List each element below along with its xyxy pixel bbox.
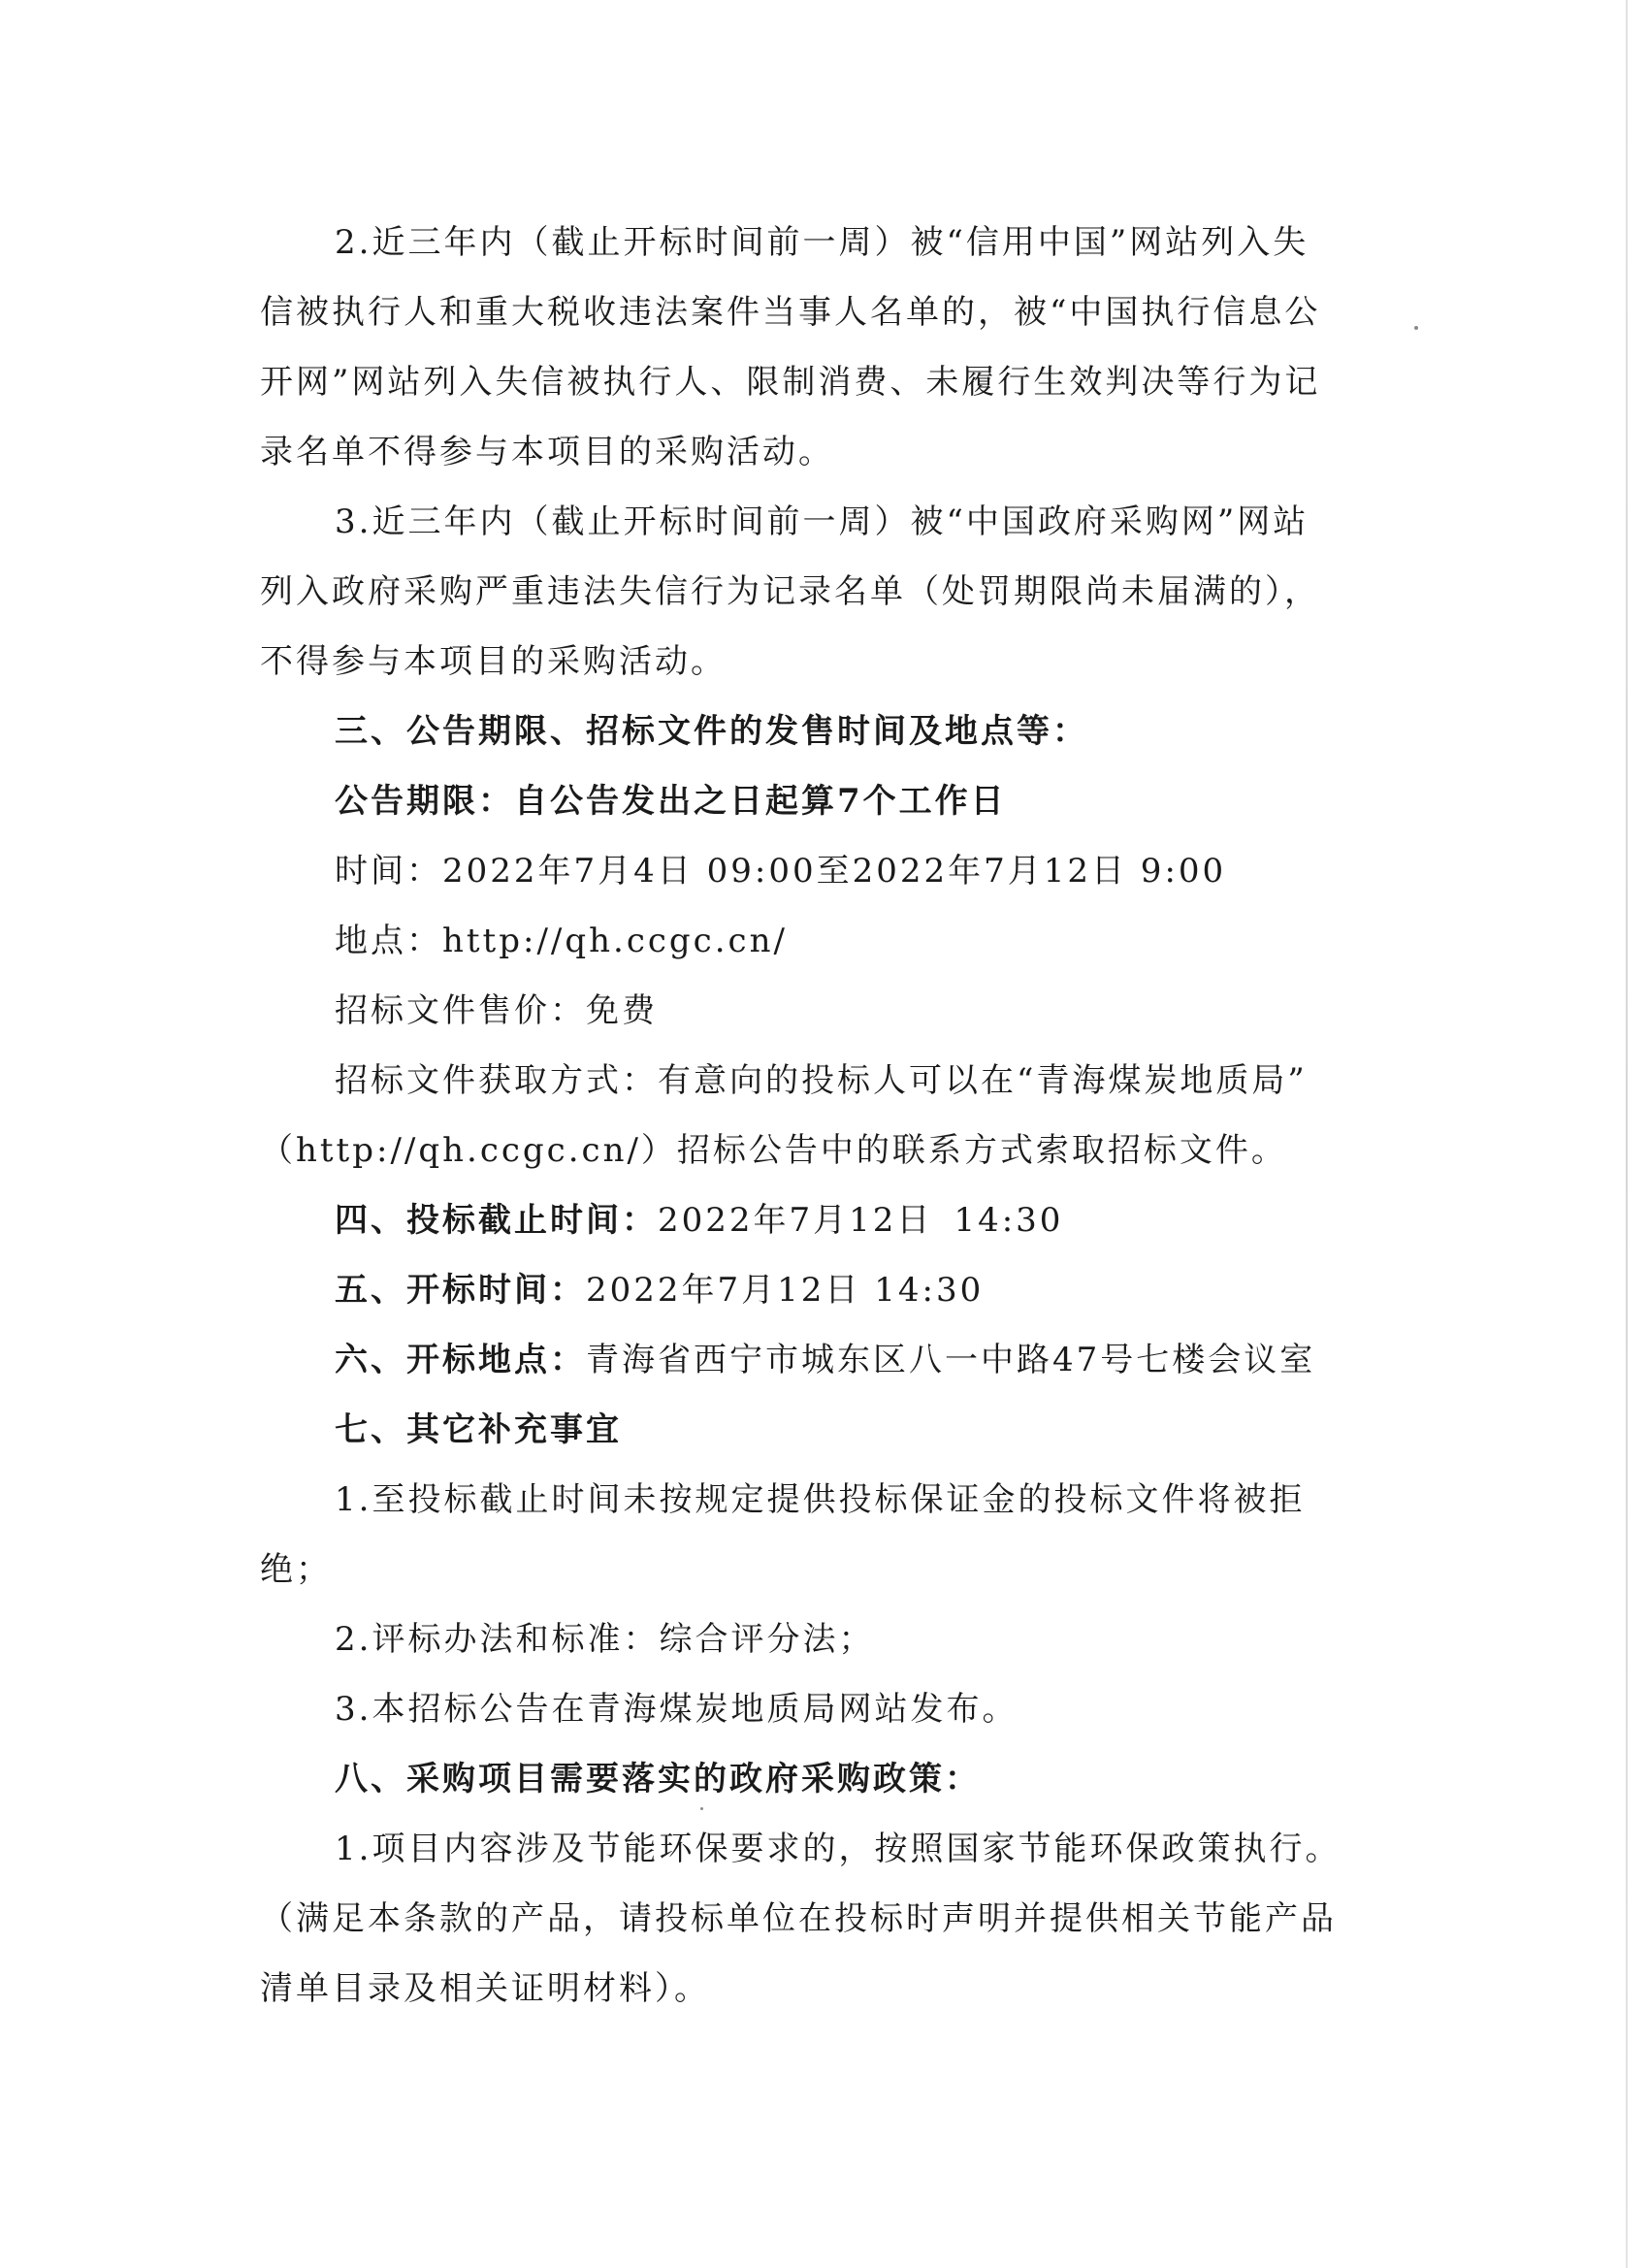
bid-deadline-date: 2022年7月12日 — [658, 1201, 933, 1240]
item-2-line-4: 录名单不得参与本项目的采购活动。 — [260, 433, 834, 471]
document-acquisition-line-2: （http://qh.ccgc.cn/）招标公告中的联系方式索取招标文件。 — [260, 1131, 1287, 1170]
document-acquisition-line-1: 招标文件获取方式：有意向的投标人可以在“青海煤炭地质局” — [335, 1061, 1308, 1100]
policy-1-line-3: 清单目录及相关证明材料）。 — [260, 1969, 710, 2008]
item-2-line-2: 信被执行人和重大税收违法案件当事人名单的，被“中国执行信息公 — [260, 293, 1321, 332]
document-page — [260, 208, 1375, 2024]
document-price: 招标文件售价：免费 — [335, 991, 658, 1030]
sale-time: 时间：2022年7月4日 09:00至2022年7月12日 9:00 — [335, 852, 1227, 891]
item-2-line-1: 2.近三年内（截止开标时间前一周）被“信用中国”网站列入失 — [335, 223, 1310, 262]
supplement-2: 2.评标办法和标准：综合评分法； — [335, 1620, 875, 1659]
notice-period: 公告期限：自公告发出之日起算7个工作日 — [335, 782, 1007, 821]
opening-location-label: 六、开标地点： — [335, 1341, 586, 1379]
bid-deadline-time: 14:30 — [954, 1201, 1064, 1240]
policy-1-line-2: （满足本条款的产品，请投标单位在投标时声明并提供相关节能产品 — [260, 1899, 1337, 1938]
scan-speck — [1414, 326, 1418, 330]
section-7-heading: 七、其它补充事宜 — [335, 1410, 622, 1449]
supplement-3: 3.本招标公告在青海煤炭地质局网站发布。 — [335, 1690, 1018, 1729]
opening-time-label: 五、开标时间： — [335, 1271, 586, 1310]
supplement-1-line-2: 绝； — [260, 1550, 332, 1589]
bid-deadline-label: 四、投标截止时间： — [335, 1201, 658, 1240]
section-8-heading: 八、采购项目需要落实的政府采购政策： — [335, 1760, 981, 1798]
item-2-line-3: 开网”网站列入失信被执行人、限制消费、未履行生效判决等行为记 — [260, 363, 1321, 402]
section-3-heading: 三、公告期限、招标文件的发售时间及地点等： — [335, 712, 1088, 751]
policy-1-line-1: 1.项目内容涉及节能环保要求的，按照国家节能环保政策执行。 — [335, 1830, 1342, 1868]
sale-location: 地点：http://qh.ccgc.cn/ — [335, 922, 788, 960]
item-3-line-1: 3.近三年内（截止开标时间前一周）被“中国政府采购网”网站 — [335, 502, 1310, 541]
supplement-1-line-1: 1.至投标截止时间未按规定提供投标保证金的投标文件将被拒 — [335, 1480, 1306, 1519]
opening-location-value: 青海省西宁市城东区八一中路47号七楼会议室 — [586, 1341, 1316, 1379]
item-3-line-2: 列入政府采购严重违法失信行为记录名单（处罚期限尚未届满的）， — [260, 572, 1320, 611]
section-5-opening-time — [260, 1255, 1375, 1325]
scan-edge-shadow — [1626, 0, 1628, 2268]
section-6-opening-location — [260, 1325, 1375, 1395]
section-4-bid-deadline — [260, 1185, 1375, 1255]
item-3-line-3: 不得参与本项目的采购活动。 — [260, 642, 727, 681]
opening-time-value: 2022年7月12日 14:30 — [586, 1271, 985, 1310]
